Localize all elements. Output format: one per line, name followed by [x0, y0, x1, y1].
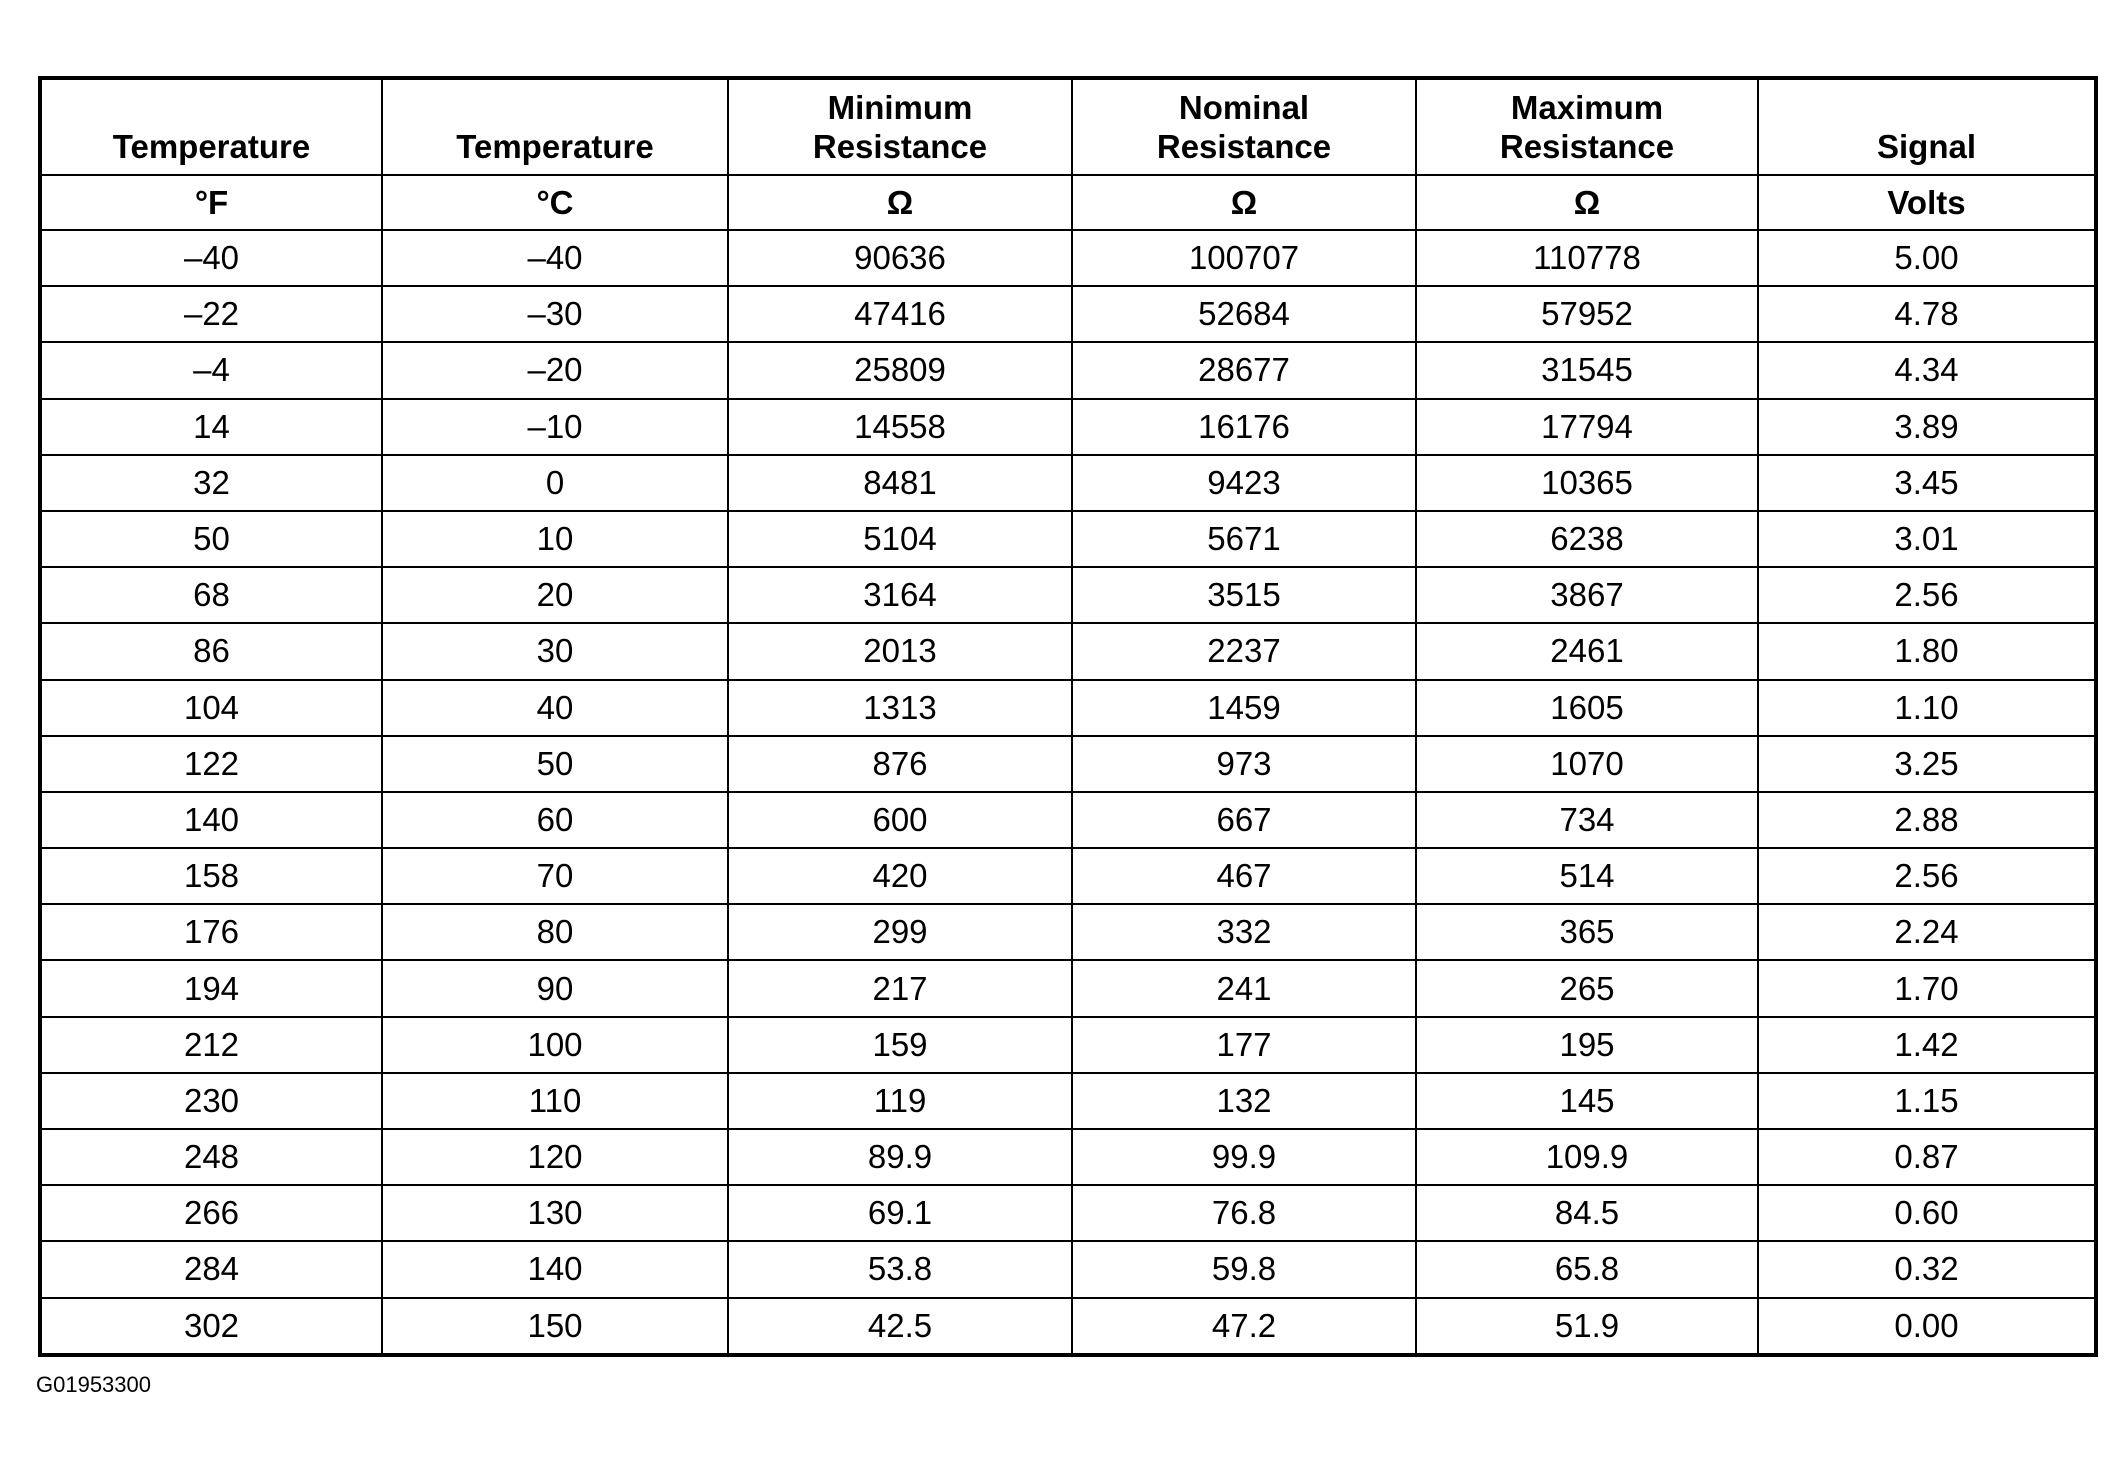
max-resistance-cell: 2461 — [1416, 623, 1758, 679]
temp-c-cell: 120 — [382, 1129, 728, 1185]
table-row — [40, 960, 2096, 1016]
table-row — [40, 736, 2096, 792]
temp-c-cell: 80 — [382, 904, 728, 960]
min-resistance-cell: 2013 — [728, 623, 1072, 679]
sensor-resistance-table — [38, 76, 2098, 1357]
signal-volts-cell: 1.70 — [1758, 960, 2096, 1016]
header-temperature-f — [40, 78, 382, 175]
nominal-resistance-cell: 28677 — [1072, 342, 1416, 398]
signal-volts-cell: 1.15 — [1758, 1073, 2096, 1129]
table-row — [40, 230, 2096, 286]
nominal-resistance-cell: 16176 — [1072, 399, 1416, 455]
min-resistance-cell: 5104 — [728, 511, 1072, 567]
temp-f-cell: 194 — [40, 960, 382, 1016]
min-resistance-cell: 69.1 — [728, 1185, 1072, 1241]
min-resistance-cell: 42.5 — [728, 1298, 1072, 1355]
signal-volts-cell: 5.00 — [1758, 230, 2096, 286]
max-resistance-cell: 84.5 — [1416, 1185, 1758, 1241]
table-row — [40, 567, 2096, 623]
temp-f-cell: 14 — [40, 399, 382, 455]
nominal-resistance-cell: 9423 — [1072, 455, 1416, 511]
temp-c-cell: –10 — [382, 399, 728, 455]
header-line: Resistance — [1499, 128, 1675, 165]
nominal-resistance-cell: 2237 — [1072, 623, 1416, 679]
max-resistance-cell: 3867 — [1416, 567, 1758, 623]
nominal-resistance-cell: 1459 — [1072, 680, 1416, 736]
table-row — [40, 623, 2096, 679]
header-line: Temperature — [112, 128, 311, 165]
table-row — [40, 511, 2096, 567]
max-resistance-cell: 110778 — [1416, 230, 1758, 286]
temp-c-cell: 100 — [382, 1017, 728, 1073]
temp-f-cell: 266 — [40, 1185, 382, 1241]
temp-c-cell: 0 — [382, 455, 728, 511]
temp-f-cell: 212 — [40, 1017, 382, 1073]
min-resistance-cell: 14558 — [728, 399, 1072, 455]
nominal-resistance-cell: 241 — [1072, 960, 1416, 1016]
min-resistance-cell: 119 — [728, 1073, 1072, 1129]
max-resistance-cell: 57952 — [1416, 286, 1758, 342]
unit-ohm: Ω — [1072, 175, 1416, 230]
unit-fahrenheit: °F — [40, 175, 382, 230]
nominal-resistance-cell: 59.8 — [1072, 1241, 1416, 1297]
header-line: Resistance — [812, 128, 988, 165]
temp-f-cell: 248 — [40, 1129, 382, 1185]
signal-volts-cell: 2.56 — [1758, 848, 2096, 904]
min-resistance-cell: 3164 — [728, 567, 1072, 623]
units-row — [40, 175, 2096, 230]
temp-f-cell: 50 — [40, 511, 382, 567]
header-line: Minimum — [827, 89, 973, 126]
nominal-resistance-cell: 3515 — [1072, 567, 1416, 623]
min-resistance-cell: 8481 — [728, 455, 1072, 511]
header-line: Resistance — [1156, 128, 1332, 165]
temp-f-cell: –22 — [40, 286, 382, 342]
temp-c-cell: 150 — [382, 1298, 728, 1355]
temp-c-cell: 110 — [382, 1073, 728, 1129]
signal-volts-cell: 3.25 — [1758, 736, 2096, 792]
temp-f-cell: 122 — [40, 736, 382, 792]
temp-c-cell: –30 — [382, 286, 728, 342]
nominal-resistance-cell: 667 — [1072, 792, 1416, 848]
min-resistance-cell: 600 — [728, 792, 1072, 848]
table-row — [40, 1241, 2096, 1297]
min-resistance-cell: 53.8 — [728, 1241, 1072, 1297]
signal-volts-cell: 0.32 — [1758, 1241, 2096, 1297]
max-resistance-cell: 6238 — [1416, 511, 1758, 567]
signal-volts-cell: 1.80 — [1758, 623, 2096, 679]
min-resistance-cell: 47416 — [728, 286, 1072, 342]
temp-c-cell: –40 — [382, 230, 728, 286]
signal-volts-cell: 3.01 — [1758, 511, 2096, 567]
temp-c-cell: 90 — [382, 960, 728, 1016]
table-row — [40, 1298, 2096, 1355]
temp-f-cell: 68 — [40, 567, 382, 623]
table-row — [40, 1017, 2096, 1073]
nominal-resistance-cell: 100707 — [1072, 230, 1416, 286]
table-row — [40, 342, 2096, 398]
table-row — [40, 792, 2096, 848]
max-resistance-cell: 1070 — [1416, 736, 1758, 792]
temp-f-cell: 104 — [40, 680, 382, 736]
table-row — [40, 848, 2096, 904]
signal-volts-cell: 1.42 — [1758, 1017, 2096, 1073]
signal-volts-cell: 4.34 — [1758, 342, 2096, 398]
nominal-resistance-cell: 177 — [1072, 1017, 1416, 1073]
temp-c-cell: 140 — [382, 1241, 728, 1297]
header-nominal-resistance — [1072, 78, 1416, 175]
header-line: Temperature — [456, 128, 654, 165]
header-maximum-resistance — [1416, 78, 1758, 175]
signal-volts-cell: 0.87 — [1758, 1129, 2096, 1185]
nominal-resistance-cell: 5671 — [1072, 511, 1416, 567]
table-row — [40, 1185, 2096, 1241]
sensor-resistance-table-container — [38, 76, 2094, 1357]
temp-f-cell: 176 — [40, 904, 382, 960]
max-resistance-cell: 31545 — [1416, 342, 1758, 398]
unit-ohm: Ω — [1416, 175, 1758, 230]
max-resistance-cell: 17794 — [1416, 399, 1758, 455]
temp-f-cell: –4 — [40, 342, 382, 398]
max-resistance-cell: 734 — [1416, 792, 1758, 848]
table-row — [40, 399, 2096, 455]
temp-f-cell: 86 — [40, 623, 382, 679]
max-resistance-cell: 514 — [1416, 848, 1758, 904]
nominal-resistance-cell: 52684 — [1072, 286, 1416, 342]
figure-code: G01953300 — [36, 1372, 151, 1397]
signal-volts-cell: 0.60 — [1758, 1185, 2096, 1241]
temp-c-cell: 70 — [382, 848, 728, 904]
nominal-resistance-cell: 132 — [1072, 1073, 1416, 1129]
temp-f-cell: 140 — [40, 792, 382, 848]
temp-f-cell: 32 — [40, 455, 382, 511]
max-resistance-cell: 1605 — [1416, 680, 1758, 736]
signal-volts-cell: 2.88 — [1758, 792, 2096, 848]
max-resistance-cell: 195 — [1416, 1017, 1758, 1073]
signal-volts-cell: 3.45 — [1758, 455, 2096, 511]
header-minimum-resistance — [728, 78, 1072, 175]
max-resistance-cell: 365 — [1416, 904, 1758, 960]
unit-celsius: °C — [382, 175, 728, 230]
signal-volts-cell: 1.10 — [1758, 680, 2096, 736]
nominal-resistance-cell: 76.8 — [1072, 1185, 1416, 1241]
temp-c-cell: 60 — [382, 792, 728, 848]
max-resistance-cell: 109.9 — [1416, 1129, 1758, 1185]
header-temperature-c — [382, 78, 728, 175]
table-row — [40, 680, 2096, 736]
nominal-resistance-cell: 47.2 — [1072, 1298, 1416, 1355]
signal-volts-cell: 0.00 — [1758, 1298, 2096, 1355]
header-line: Signal — [1876, 128, 1977, 165]
max-resistance-cell: 10365 — [1416, 455, 1758, 511]
min-resistance-cell: 90636 — [728, 230, 1072, 286]
temp-c-cell: 130 — [382, 1185, 728, 1241]
temp-c-cell: 10 — [382, 511, 728, 567]
min-resistance-cell: 299 — [728, 904, 1072, 960]
max-resistance-cell: 51.9 — [1416, 1298, 1758, 1355]
max-resistance-cell: 145 — [1416, 1073, 1758, 1129]
nominal-resistance-cell: 99.9 — [1072, 1129, 1416, 1185]
table-row — [40, 455, 2096, 511]
unit-volts: Volts — [1758, 175, 2096, 230]
min-resistance-cell: 89.9 — [728, 1129, 1072, 1185]
temp-f-cell: 230 — [40, 1073, 382, 1129]
temp-f-cell: 284 — [40, 1241, 382, 1297]
temp-f-cell: 302 — [40, 1298, 382, 1355]
min-resistance-cell: 159 — [728, 1017, 1072, 1073]
temp-c-cell: 30 — [382, 623, 728, 679]
min-resistance-cell: 876 — [728, 736, 1072, 792]
nominal-resistance-cell: 332 — [1072, 904, 1416, 960]
min-resistance-cell: 420 — [728, 848, 1072, 904]
table-header — [40, 78, 2096, 230]
temp-f-cell: 158 — [40, 848, 382, 904]
signal-volts-cell: 3.89 — [1758, 399, 2096, 455]
temp-c-cell: –20 — [382, 342, 728, 398]
table-row — [40, 1129, 2096, 1185]
temp-c-cell: 40 — [382, 680, 728, 736]
min-resistance-cell: 25809 — [728, 342, 1072, 398]
max-resistance-cell: 65.8 — [1416, 1241, 1758, 1297]
table-row — [40, 286, 2096, 342]
header-row — [40, 78, 2096, 175]
temp-c-cell: 50 — [382, 736, 728, 792]
max-resistance-cell: 265 — [1416, 960, 1758, 1016]
table-row — [40, 1073, 2096, 1129]
temp-c-cell: 20 — [382, 567, 728, 623]
header-line: Maximum — [1510, 89, 1664, 126]
nominal-resistance-cell: 973 — [1072, 736, 1416, 792]
table-body — [40, 230, 2096, 1355]
signal-volts-cell: 2.56 — [1758, 567, 2096, 623]
unit-ohm: Ω — [728, 175, 1072, 230]
signal-volts-cell: 4.78 — [1758, 286, 2096, 342]
min-resistance-cell: 1313 — [728, 680, 1072, 736]
temp-f-cell: –40 — [40, 230, 382, 286]
min-resistance-cell: 217 — [728, 960, 1072, 1016]
table-row — [40, 904, 2096, 960]
header-signal — [1758, 78, 2096, 175]
nominal-resistance-cell: 467 — [1072, 848, 1416, 904]
header-line: Nominal — [1178, 89, 1310, 126]
signal-volts-cell: 2.24 — [1758, 904, 2096, 960]
